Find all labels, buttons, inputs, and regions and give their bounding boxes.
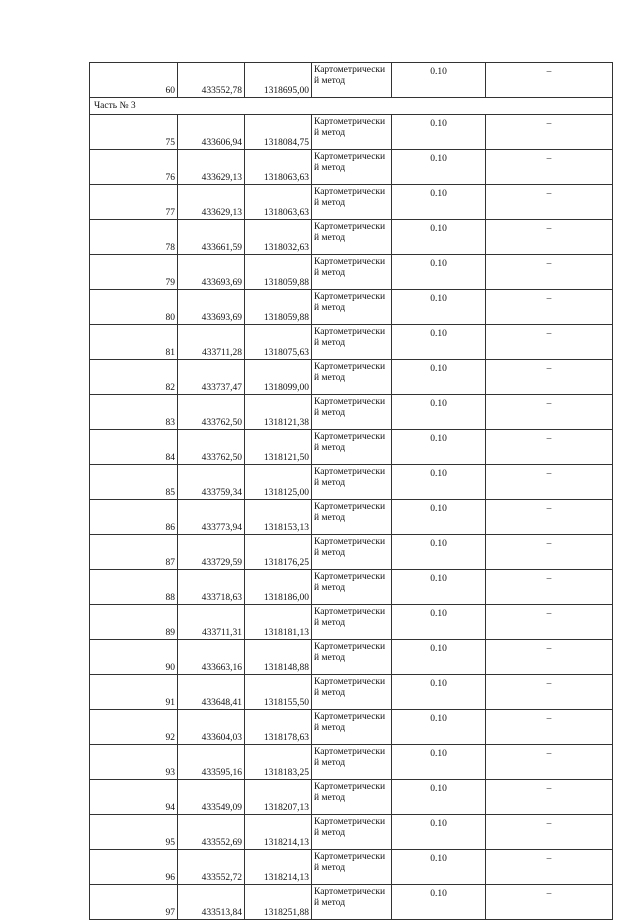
accuracy: 0.10 [392,675,486,710]
coord-x: 433773,94 [178,500,245,535]
method: Картометрический метод [312,150,392,185]
method: Картометрический метод [312,535,392,570]
coord-x: 433513,84 [178,885,245,920]
coord-x: 433604,03 [178,710,245,745]
description: – [486,255,613,290]
point-number: 82 [90,360,178,395]
coord-y: 1318251,88 [245,885,312,920]
coord-x: 433549,09 [178,780,245,815]
coord-y: 1318032,63 [245,220,312,255]
accuracy: 0.10 [392,63,486,98]
description: – [486,815,613,850]
method: Картометрический метод [312,570,392,605]
coord-y: 1318186,00 [245,570,312,605]
accuracy: 0.10 [392,780,486,815]
accuracy: 0.10 [392,640,486,675]
coord-x: 433693,69 [178,255,245,290]
accuracy: 0.10 [392,185,486,220]
table-row [90,780,613,815]
method: Картометрический метод [312,63,392,98]
accuracy: 0.10 [392,535,486,570]
table-row [90,535,613,570]
coord-x: 433711,28 [178,325,245,360]
table-row [90,115,613,150]
coord-x: 433711,31 [178,605,245,640]
table-row [90,745,613,780]
description: – [486,885,613,920]
description: – [486,675,613,710]
method: Картометрический метод [312,850,392,885]
coord-y: 1318695,00 [245,63,312,98]
coord-y: 1318181,13 [245,605,312,640]
method: Картометрический метод [312,885,392,920]
point-number: 91 [90,675,178,710]
description: – [486,150,613,185]
accuracy: 0.10 [392,570,486,605]
accuracy: 0.10 [392,255,486,290]
description: – [486,535,613,570]
coord-x: 433629,13 [178,150,245,185]
coord-x: 433595,16 [178,745,245,780]
method: Картометрический метод [312,675,392,710]
coord-x: 433693,69 [178,290,245,325]
coord-x: 433737,47 [178,360,245,395]
coord-y: 1318075,63 [245,325,312,360]
coord-x: 433718,63 [178,570,245,605]
point-number: 87 [90,535,178,570]
coord-y: 1318063,63 [245,150,312,185]
accuracy: 0.10 [392,745,486,780]
method: Картометрический метод [312,780,392,815]
method: Картометрический метод [312,745,392,780]
coord-y: 1318125,00 [245,465,312,500]
accuracy: 0.10 [392,430,486,465]
table-row [90,500,613,535]
coord-y: 1318214,13 [245,850,312,885]
table-row [90,430,613,465]
method: Картометрический метод [312,430,392,465]
method: Картометрический метод [312,395,392,430]
coord-x: 433762,50 [178,430,245,465]
coordinates-table [89,62,613,920]
method: Картометрический метод [312,220,392,255]
coord-y: 1318155,50 [245,675,312,710]
table-row [90,885,613,920]
point-number: 76 [90,150,178,185]
description: – [486,710,613,745]
table-row [90,815,613,850]
point-number: 86 [90,500,178,535]
coord-x: 433606,94 [178,115,245,150]
method: Картометрический метод [312,255,392,290]
description: – [486,605,613,640]
point-number: 80 [90,290,178,325]
coord-x: 433552,72 [178,850,245,885]
coordinates-table-body [90,63,613,920]
coord-x: 433759,34 [178,465,245,500]
description: – [486,220,613,255]
description: – [486,500,613,535]
table-row [90,290,613,325]
accuracy: 0.10 [392,850,486,885]
point-number: 95 [90,815,178,850]
coord-x: 433661,59 [178,220,245,255]
description: – [486,115,613,150]
method: Картометрический метод [312,325,392,360]
point-number: 88 [90,570,178,605]
description: – [486,185,613,220]
table-row [90,360,613,395]
description: – [486,395,613,430]
accuracy: 0.10 [392,290,486,325]
table-row [90,220,613,255]
table-row [90,185,613,220]
accuracy: 0.10 [392,115,486,150]
coord-y: 1318183,25 [245,745,312,780]
coord-y: 1318063,63 [245,185,312,220]
method: Картометрический метод [312,115,392,150]
section-row [90,98,613,115]
accuracy: 0.10 [392,395,486,430]
coord-x: 433552,69 [178,815,245,850]
point-number: 94 [90,780,178,815]
point-number: 90 [90,640,178,675]
coord-y: 1318214,13 [245,815,312,850]
table-row [90,640,613,675]
point-number: 89 [90,605,178,640]
table-row [90,605,613,640]
method: Картометрический метод [312,605,392,640]
coord-x: 433629,13 [178,185,245,220]
description: – [486,63,613,98]
accuracy: 0.10 [392,815,486,850]
point-number: 77 [90,185,178,220]
coord-y: 1318207,13 [245,780,312,815]
coord-x: 433729,59 [178,535,245,570]
accuracy: 0.10 [392,710,486,745]
point-number: 78 [90,220,178,255]
coord-y: 1318178,63 [245,710,312,745]
table-row [90,465,613,500]
table-row [90,63,613,98]
coord-y: 1318121,50 [245,430,312,465]
point-number: 85 [90,465,178,500]
coord-y: 1318176,25 [245,535,312,570]
method: Картометрический метод [312,360,392,395]
description: – [486,850,613,885]
description: – [486,430,613,465]
method: Картометрический метод [312,640,392,675]
accuracy: 0.10 [392,325,486,360]
table-row [90,325,613,360]
coord-x: 433552,78 [178,63,245,98]
accuracy: 0.10 [392,220,486,255]
method: Картометрический метод [312,465,392,500]
description: – [486,360,613,395]
point-number: 93 [90,745,178,780]
accuracy: 0.10 [392,500,486,535]
coord-y: 1318153,13 [245,500,312,535]
coord-y: 1318059,88 [245,255,312,290]
point-number: 75 [90,115,178,150]
point-number: 79 [90,255,178,290]
coord-y: 1318121,38 [245,395,312,430]
coord-x: 433648,41 [178,675,245,710]
description: – [486,640,613,675]
coord-x: 433762,50 [178,395,245,430]
method: Картометрический метод [312,185,392,220]
description: – [486,325,613,360]
table-row [90,570,613,605]
table-row [90,710,613,745]
description: – [486,290,613,325]
point-number: 84 [90,430,178,465]
coord-y: 1318059,88 [245,290,312,325]
point-number: 83 [90,395,178,430]
description: – [486,570,613,605]
table-row [90,850,613,885]
table-row [90,395,613,430]
accuracy: 0.10 [392,465,486,500]
point-number: 96 [90,850,178,885]
point-number: 92 [90,710,178,745]
table-row [90,675,613,710]
accuracy: 0.10 [392,605,486,640]
description: – [486,465,613,500]
method: Картометрический метод [312,290,392,325]
description: – [486,745,613,780]
method: Картометрический метод [312,710,392,745]
accuracy: 0.10 [392,885,486,920]
method: Картометрический метод [312,500,392,535]
accuracy: 0.10 [392,150,486,185]
section-label: Часть № 3 [90,98,613,115]
table-row [90,255,613,290]
coord-y: 1318084,75 [245,115,312,150]
point-number: 97 [90,885,178,920]
point-number: 81 [90,325,178,360]
coord-y: 1318148,88 [245,640,312,675]
accuracy: 0.10 [392,360,486,395]
table-row [90,150,613,185]
coord-y: 1318099,00 [245,360,312,395]
coord-x: 433663,16 [178,640,245,675]
description: – [486,780,613,815]
point-number: 60 [90,63,178,98]
method: Картометрический метод [312,815,392,850]
